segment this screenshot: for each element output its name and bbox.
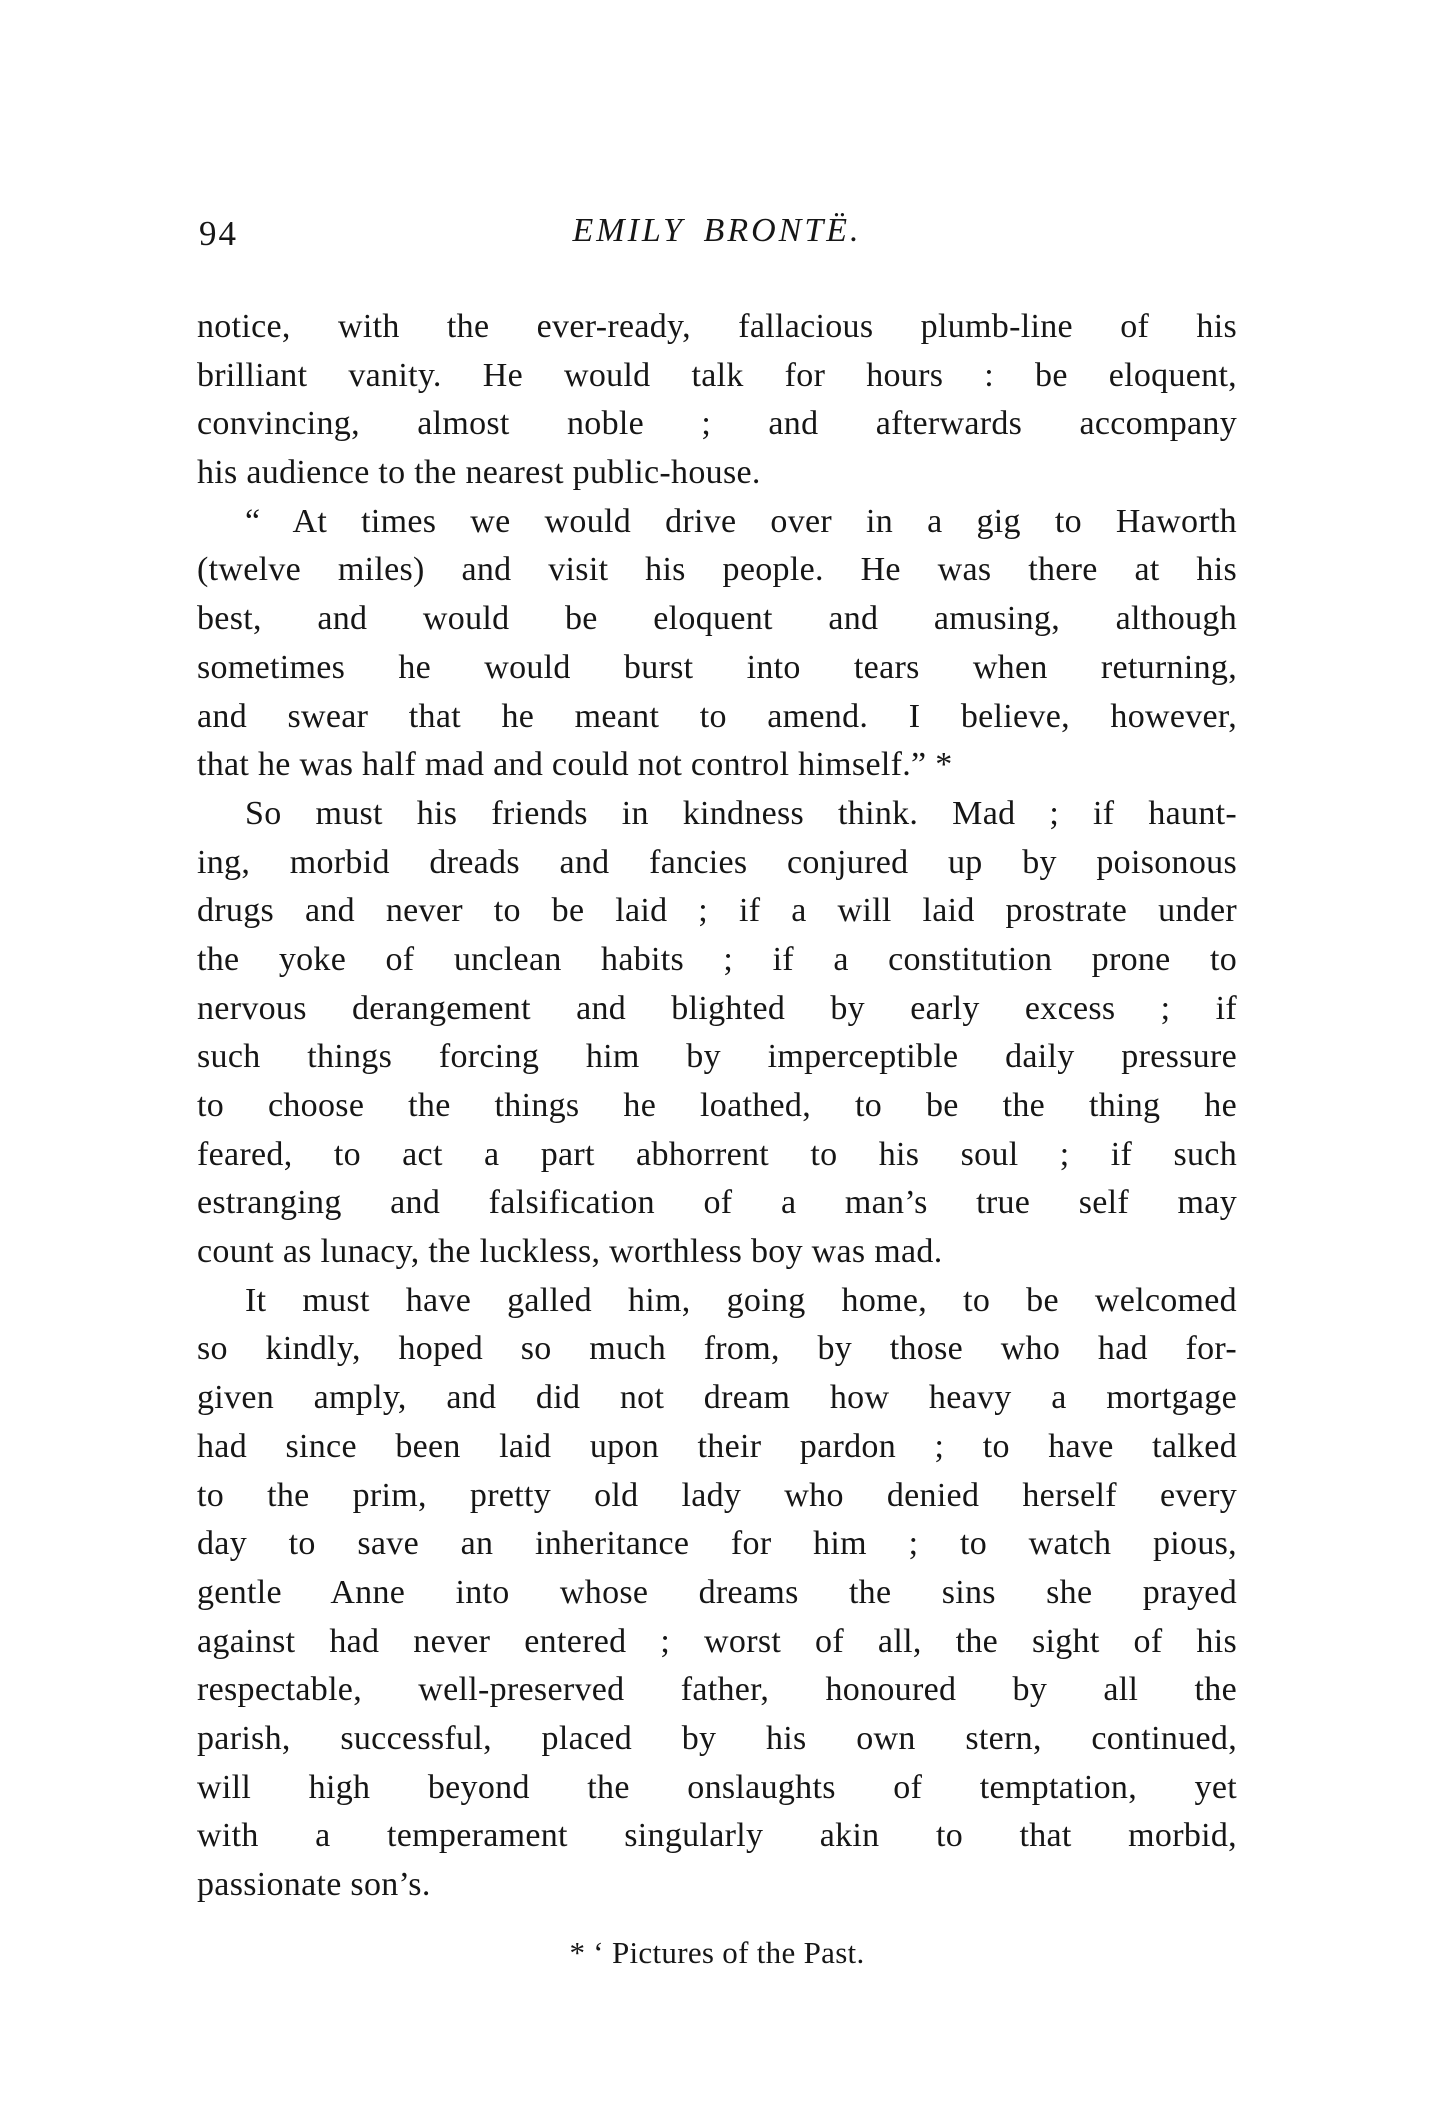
page-number: 94 — [199, 214, 238, 253]
body-line: count as lunacy, the luckless, worthless boy was mad. — [197, 1233, 943, 1271]
body-line: sometimes he would burst into tears when returning, — [197, 648, 1237, 686]
body-line: best, and would be eloquent and amusing, although — [197, 600, 1237, 638]
body-line: (twelve miles) and visit his people. He was there at his — [197, 551, 1237, 589]
body-line: given amply, and did not dream how heavy a mortgage — [197, 1379, 1237, 1417]
running-header-title: EMILY BRONTË. — [572, 212, 862, 249]
body-line: It must have galled him, going home, to be welcomed — [245, 1281, 1237, 1319]
body-line: day to save an inheritance for him ; to watch pious, — [197, 1525, 1237, 1563]
body-line: brilliant vanity. He would talk for hours : be eloquent, — [197, 356, 1237, 394]
body-line: such things forcing him by imperceptible daily pressure — [197, 1038, 1237, 1076]
footnote-text: * ‘ Pictures of the Past. — [569, 1934, 865, 1970]
body-line: and swear that he meant to amend. I believe, however, — [197, 697, 1237, 735]
body-line: convincing, almost noble ; and afterwards accompany — [197, 405, 1237, 443]
footnote — [197, 1935, 1237, 1971]
body-line: respectable, well-preserved father, honoured by all the — [197, 1671, 1237, 1709]
body-line: had since been laid upon their pardon ; to have talked — [197, 1427, 1237, 1465]
text-column — [197, 212, 1237, 1971]
body-line: with a temperament singularly akin to that morbid, — [197, 1817, 1237, 1855]
running-head — [197, 212, 1237, 258]
body-line: the yoke of unclean habits ; if a constitution prone to — [197, 940, 1237, 978]
body-line: so kindly, hoped so much from, by those who had for- — [197, 1330, 1237, 1368]
body-line: gentle Anne into whose dreams the sins she prayed — [197, 1573, 1237, 1611]
body-line: drugs and never to be laid ; if a will laid prostrate under — [197, 892, 1237, 930]
body-line: to the prim, pretty old lady who denied herself every — [197, 1476, 1237, 1514]
body-line: feared, to act a part abhorrent to his soul ; if such — [197, 1135, 1237, 1173]
body-line: his audience to the nearest public-house. — [197, 454, 761, 492]
body-line: that he was half mad and could not control himself.” * — [197, 746, 953, 784]
body-line: parish, successful, placed by his own stern, continued, — [197, 1719, 1237, 1757]
text-block — [197, 303, 1237, 1910]
body-line: nervous derangement and blighted by early excess ; if — [197, 989, 1237, 1027]
body-line: ing, morbid dreads and fancies conjured up by poisonous — [197, 843, 1237, 881]
body-line: will high beyond the onslaughts of temptation, yet — [197, 1768, 1237, 1806]
body-line: notice, with the ever-ready, fallacious plumb-line of his — [197, 308, 1237, 345]
body-line: to choose the things he loathed, to be the thing he — [197, 1087, 1237, 1124]
body-line: passionate son’s. — [197, 1866, 431, 1903]
body-line: against had never entered ; worst of all, the sight of his — [197, 1622, 1237, 1660]
body-line: estranging and falsification of a man’s true self may — [197, 1184, 1237, 1222]
body-line: So must his friends in kindness think. Mad ; if haunt- — [245, 794, 1237, 832]
body-line: “ At times we would drive over in a gig to Haworth — [245, 502, 1237, 540]
